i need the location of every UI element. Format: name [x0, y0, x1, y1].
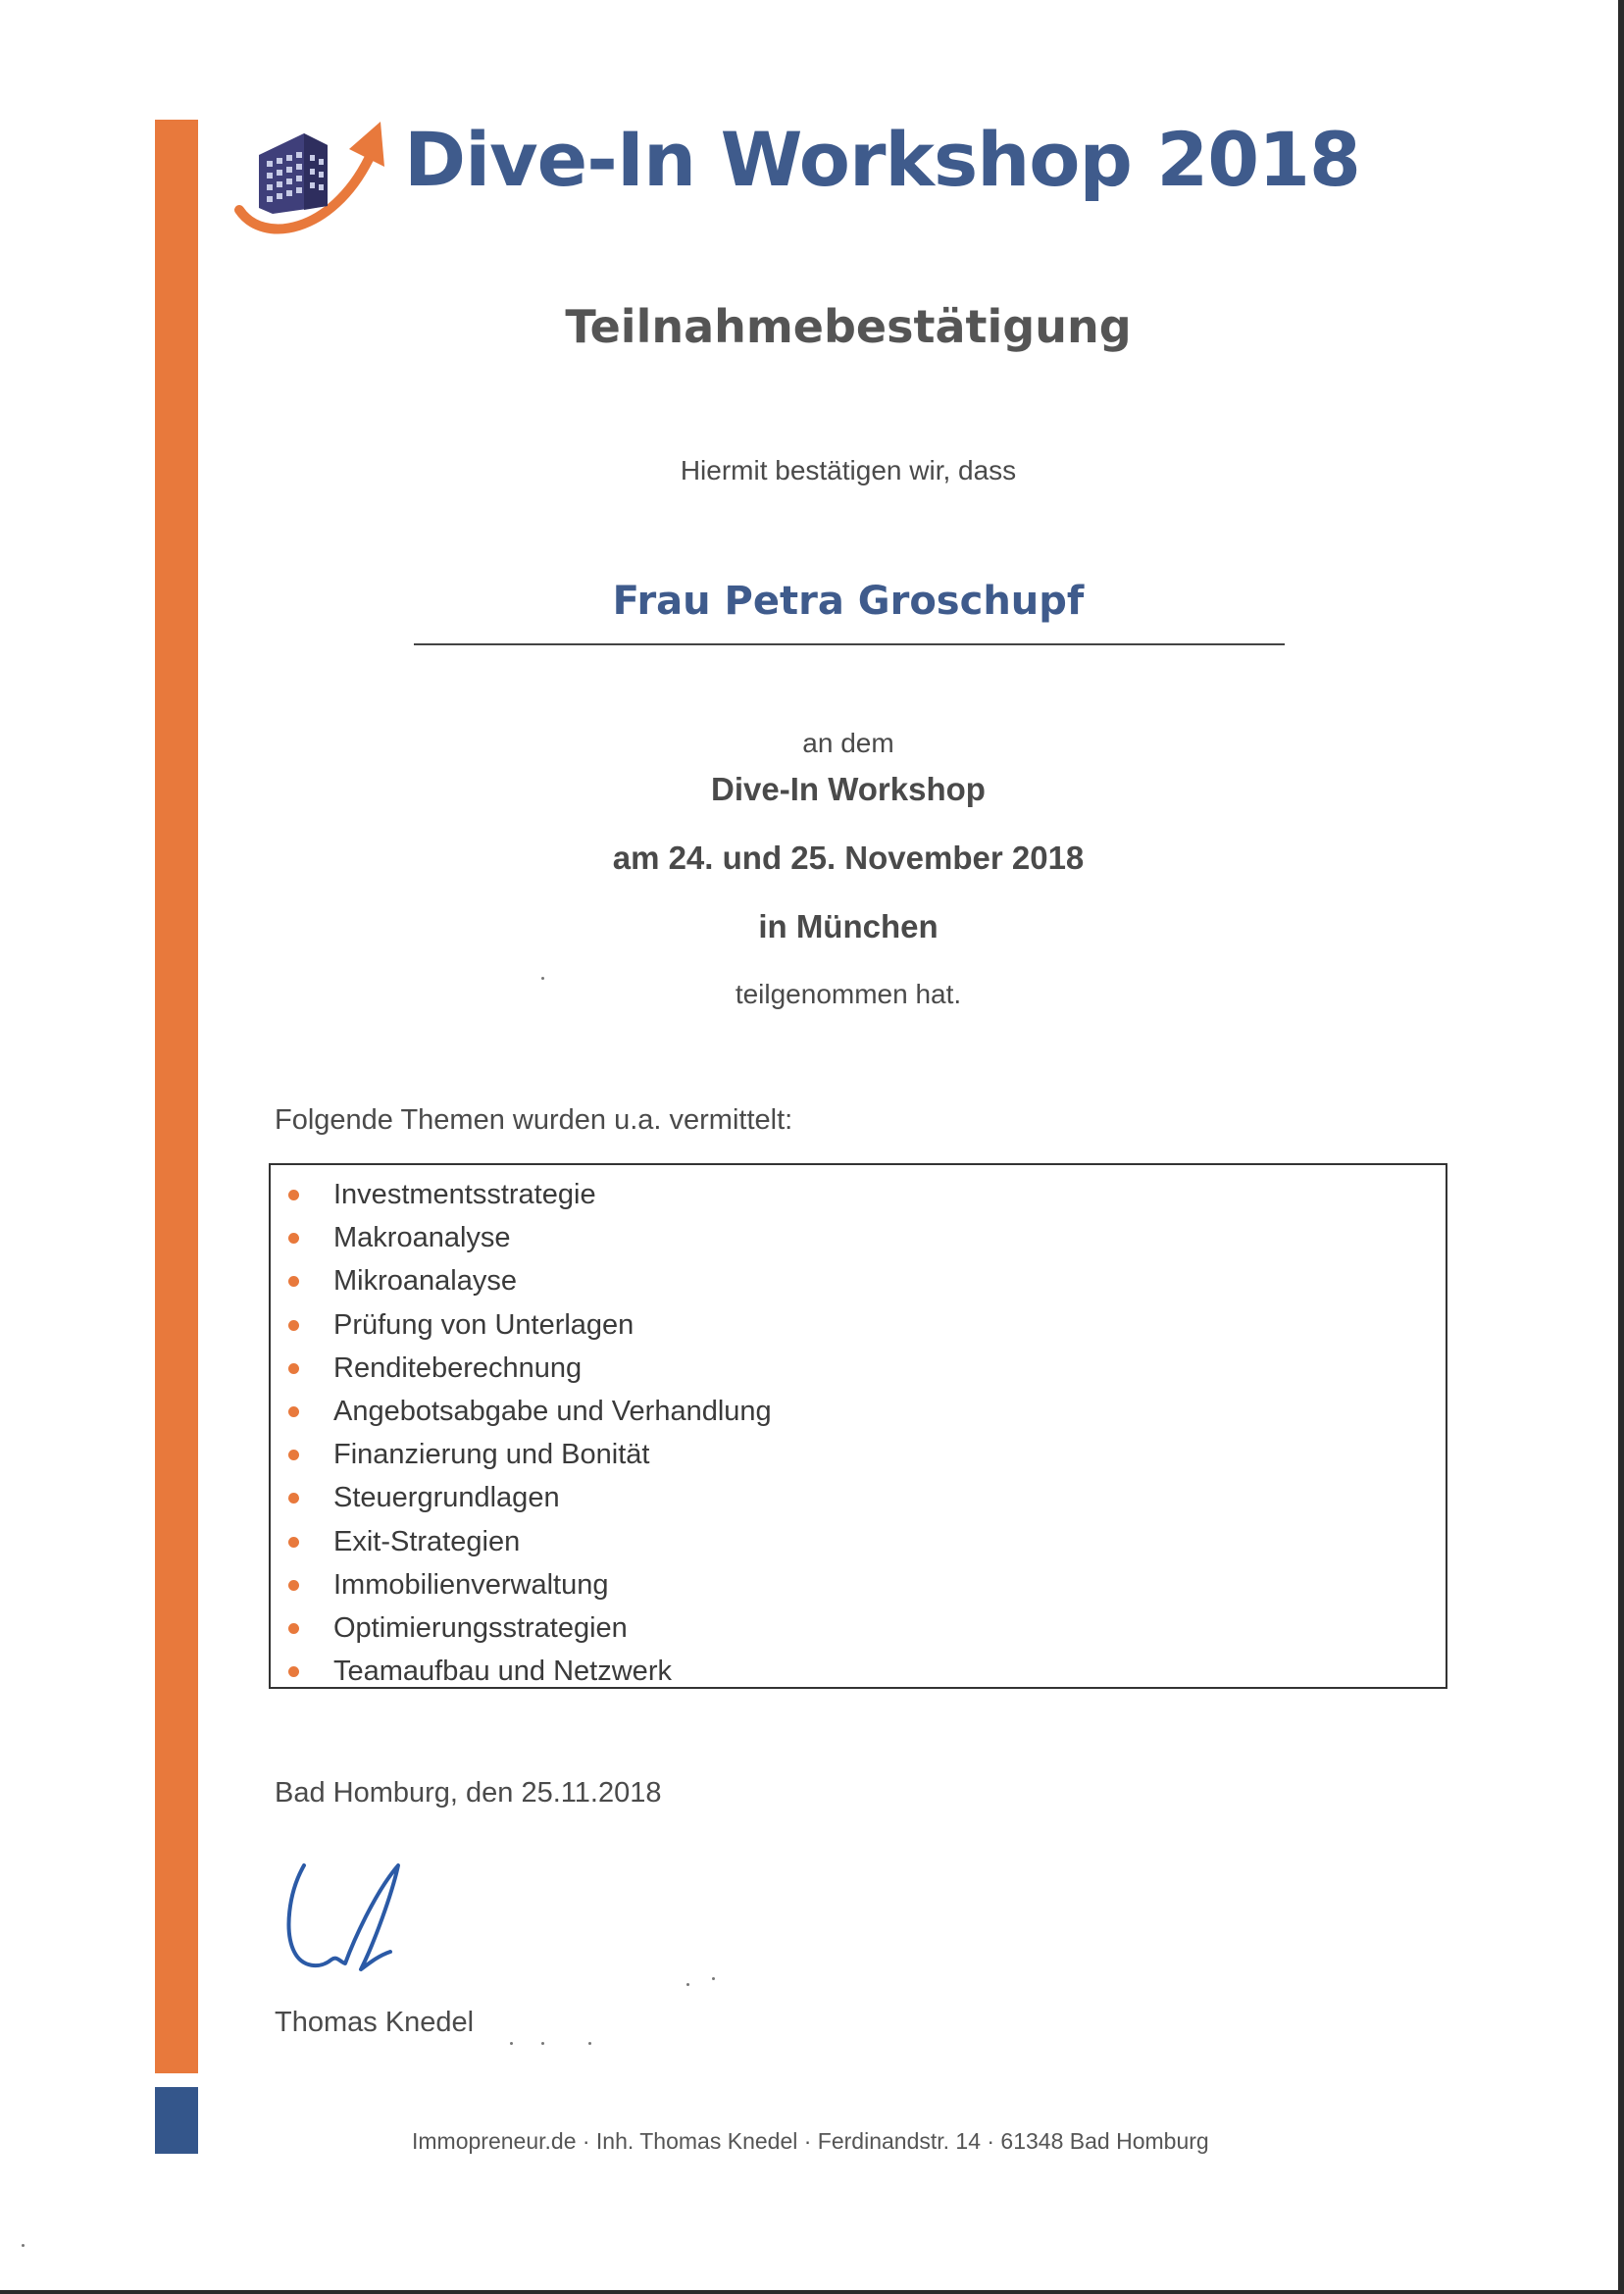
scan-bottom-edge [0, 2290, 1624, 2294]
building-arrow-logo-icon [233, 116, 390, 237]
topic-label: Teamaufbau und Netzwerk [333, 1656, 672, 1688]
topic-label: Optimierungsstrategien [333, 1611, 628, 1644]
list-item [271, 1476, 1446, 1519]
scan-speck [712, 1977, 715, 1980]
orange-side-stripe [155, 120, 198, 2073]
workshop-header-title: Dive-In Workshop 2018 [404, 116, 1360, 203]
list-item [271, 1650, 1446, 1693]
scan-right-edge [1618, 0, 1624, 2294]
scan-speck [541, 2042, 544, 2045]
list-item [271, 1259, 1446, 1302]
topic-label: Mikroanalayse [333, 1265, 517, 1298]
handwritten-signature-icon [280, 1854, 437, 2001]
place-and-date: Bad Homburg, den 25.11.2018 [275, 1777, 662, 1809]
bullet-icon [288, 1190, 299, 1200]
bullet-icon [288, 1320, 299, 1331]
event-place: in München [758, 908, 939, 944]
blue-side-block [155, 2087, 198, 2154]
list-item [271, 1216, 1446, 1259]
event-name: Dive-In Workshop [711, 771, 986, 807]
footer-address: Immopreneur.de · Inh. Thomas Knedel · Ferdinandstr. 14 · 61348 Bad Homburg [412, 2128, 1209, 2154]
list-item [271, 1173, 1446, 1216]
list-item [271, 1563, 1446, 1606]
topic-label: Steuergrundlagen [333, 1482, 560, 1514]
bullet-icon [288, 1276, 299, 1287]
list-item [271, 1520, 1446, 1563]
document-title: Teilnahmebestätigung [565, 300, 1132, 353]
confirmation-intro: Hiermit bestätigen wir, dass [680, 455, 1017, 485]
topic-label: Makroanalyse [333, 1222, 511, 1254]
topic-label: Exit-Strategien [333, 1525, 521, 1557]
bullet-icon [288, 1493, 299, 1504]
topics-intro: Folgende Themen wurden u.a. vermittelt: [275, 1104, 793, 1136]
list-item [271, 1347, 1446, 1390]
list-item [271, 1390, 1446, 1433]
recipient-underline [414, 643, 1285, 645]
topics-list [271, 1165, 1446, 1693]
bullet-icon [288, 1537, 299, 1548]
list-item [271, 1606, 1446, 1650]
bullet-icon [288, 1406, 299, 1417]
topics-box [269, 1163, 1447, 1689]
scan-speck [22, 2244, 25, 2247]
bullet-icon [288, 1623, 299, 1634]
bullet-icon [288, 1666, 299, 1677]
scan-speck [588, 2042, 591, 2045]
topic-label: Renditeberechnung [333, 1351, 583, 1384]
list-item [271, 1303, 1446, 1347]
topic-label: Investmentsstrategie [333, 1179, 596, 1210]
topic-label: Finanzierung und Bonität [333, 1439, 650, 1471]
scan-speck [686, 1983, 689, 1986]
signer-name: Thomas Knedel [275, 2007, 475, 2038]
participation-statement: teilgenommen hat. [735, 979, 962, 1009]
recipient-name: Frau Petra Groschupf [612, 579, 1085, 624]
scan-speck [541, 977, 544, 980]
topic-label: Immobilienverwaltung [333, 1568, 609, 1601]
scan-speck [510, 2042, 513, 2045]
bullet-icon [288, 1233, 299, 1244]
bullet-icon [288, 1450, 299, 1460]
event-dates: am 24. und 25. November 2018 [612, 840, 1085, 876]
topic-label: Angebotsabgabe und Verhandlung [333, 1395, 772, 1427]
list-item [271, 1433, 1446, 1476]
bullet-icon [288, 1580, 299, 1591]
bullet-icon [288, 1363, 299, 1374]
topic-label: Prüfung von Unterlagen [333, 1308, 634, 1341]
event-preposition: an dem [802, 728, 894, 758]
